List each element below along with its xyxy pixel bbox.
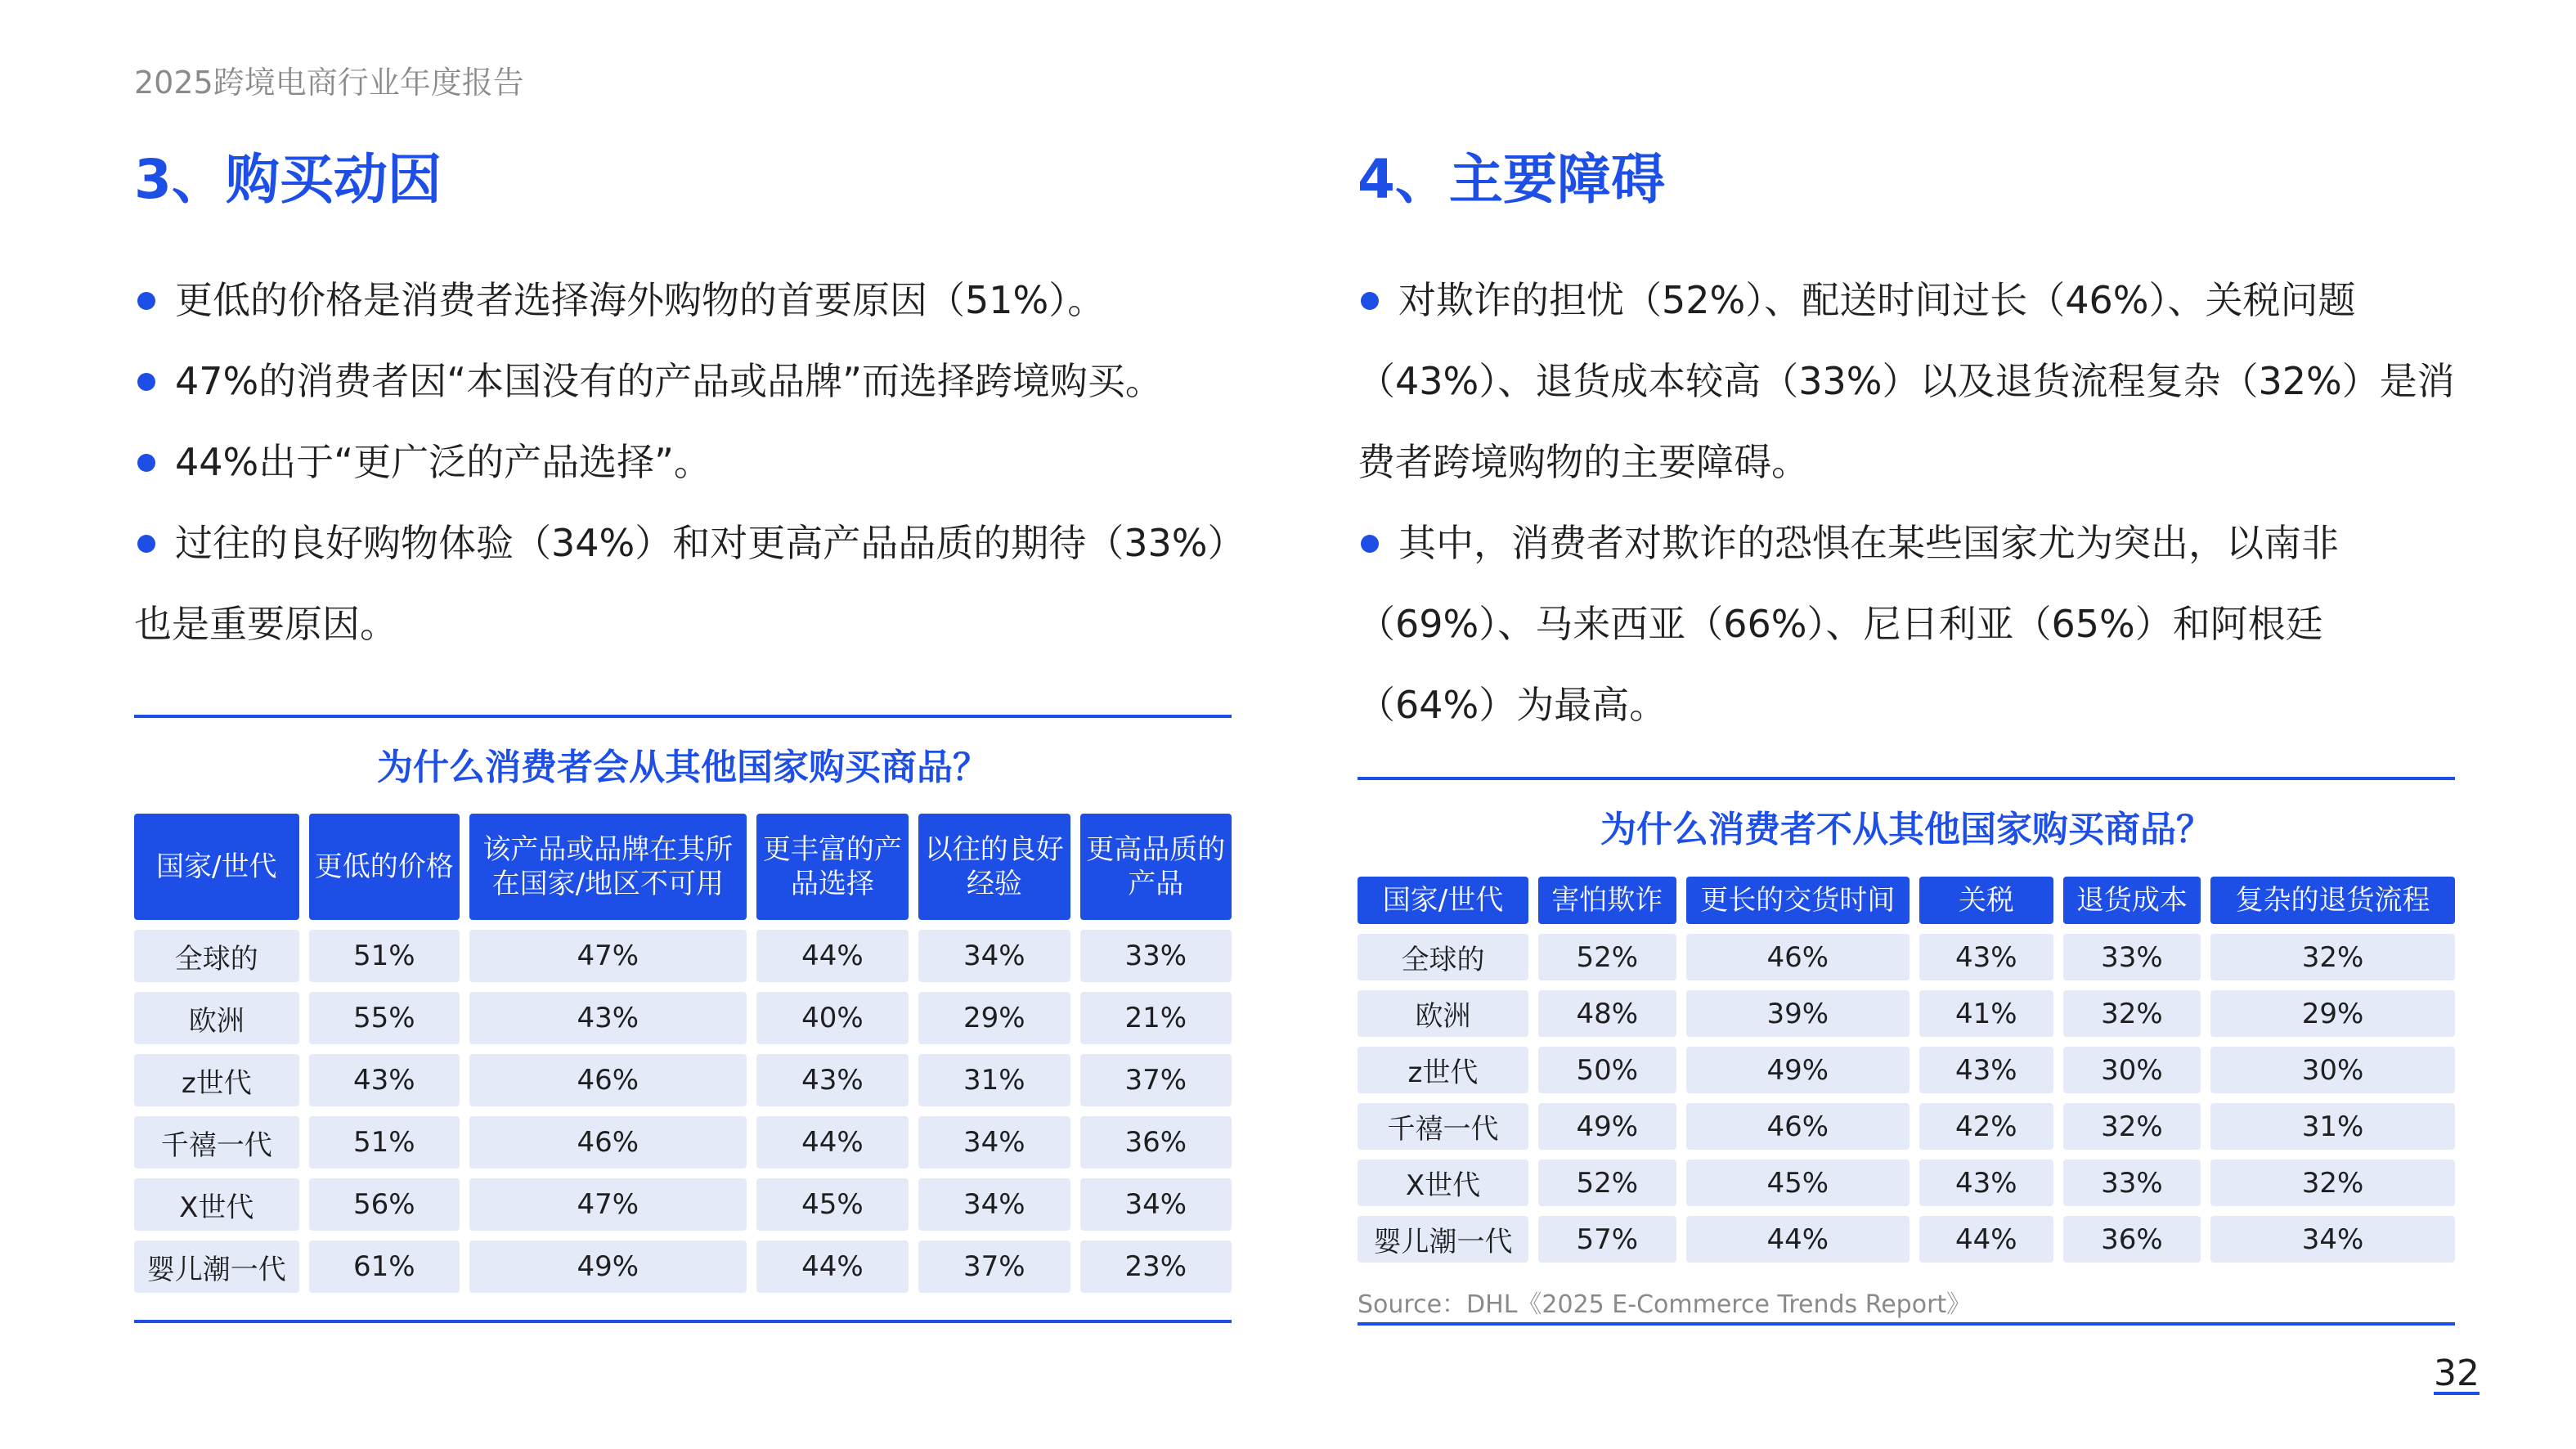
value-cell: 29% (918, 992, 1070, 1044)
value-cell: 57% (1538, 1216, 1676, 1263)
bullet-line (134, 260, 1238, 341)
section-title: 3、购买动因 (134, 148, 442, 211)
value-cell: 50% (1538, 1047, 1676, 1093)
value-cell: 34% (2210, 1216, 2455, 1263)
value-cell: 32% (2063, 1103, 2201, 1150)
bullet-line (1358, 503, 2462, 584)
value-cell: 30% (2210, 1047, 2455, 1093)
bullet-line (1358, 584, 2462, 665)
value-cell: 49% (469, 1240, 747, 1293)
column-header: 更长的交货时间 (1686, 877, 1910, 924)
row-label-cell: 千禧一代 (1358, 1103, 1528, 1150)
column-header: 退货成本 (2063, 877, 2201, 924)
bullet-text: 47%的消费者因“本国没有的产品或品牌”而选择跨境购买。 (175, 359, 1163, 403)
value-cell: 43% (1919, 1160, 2053, 1206)
table-row (1358, 1047, 2455, 1093)
table-header-row (134, 814, 1232, 920)
value-cell: 34% (918, 930, 1070, 982)
bullet-line (1358, 260, 2462, 341)
bullet-line (134, 422, 1238, 503)
row-label-cell: X世代 (1358, 1160, 1528, 1206)
bullet-dot-icon (137, 535, 155, 553)
column-header: 国家/世代 (134, 814, 299, 920)
column-header: 更低的价格 (309, 814, 460, 920)
value-cell: 43% (469, 992, 747, 1044)
bullet-text: 44%出于“更广泛的产品选择”。 (175, 440, 711, 484)
section-title: 4、主要障碍 (1358, 148, 1665, 211)
value-cell: 30% (2063, 1047, 2201, 1093)
table-row (1358, 990, 2455, 1037)
value-cell: 51% (309, 930, 460, 982)
value-cell: 34% (918, 1116, 1070, 1169)
value-cell: 44% (1686, 1216, 1910, 1263)
row-label-cell: X世代 (134, 1178, 299, 1231)
value-cell: 40% (756, 992, 909, 1044)
bullet-text: （64%）为最高。 (1358, 683, 1667, 727)
divider (134, 715, 1232, 718)
bullet-text: 更低的价格是消费者选择海外购物的首要原因（51%）。 (175, 278, 1106, 322)
table-row (134, 992, 1232, 1044)
table-caption: 为什么消费者会从其他国家购买商品？ (377, 747, 989, 788)
bullet-text: 其中，消费者对欺诈的恐惧在某些国家尤为突出，以南非 (1398, 521, 2339, 565)
value-cell: 49% (1686, 1047, 1910, 1093)
bullet-text: 也是重要原因。 (134, 602, 397, 646)
bullet-text: （69%）、马来西亚（66%）、尼日利亚（65%）和阿根廷 (1358, 602, 2323, 646)
value-cell: 31% (918, 1054, 1070, 1106)
bullet-text: 对欺诈的担忧（52%）、配送时间过长（46%）、关税问题 (1398, 278, 2356, 322)
value-cell: 49% (1538, 1103, 1676, 1150)
column-header: 国家/世代 (1358, 877, 1528, 924)
bullet-line (1358, 341, 2462, 422)
value-cell: 34% (918, 1178, 1070, 1231)
table-caption: 为什么消费者不从其他国家购买商品？ (1600, 809, 2212, 850)
bullet-dot-icon (137, 454, 155, 472)
value-cell: 37% (1080, 1054, 1232, 1106)
value-cell: 33% (2063, 1160, 2201, 1206)
value-cell: 32% (2210, 1160, 2455, 1206)
value-cell: 23% (1080, 1240, 1232, 1293)
table-row (134, 1054, 1232, 1106)
value-cell: 32% (2210, 934, 2455, 980)
column-header: 该产品或品牌在其所在国家/地区不可用 (469, 814, 747, 920)
value-cell: 61% (309, 1240, 460, 1293)
table-row (1358, 1160, 2455, 1206)
value-cell: 46% (1686, 934, 1910, 980)
table-row (134, 1178, 1232, 1231)
value-cell: 33% (2063, 934, 2201, 980)
bullet-list (134, 260, 1245, 665)
value-cell: 41% (1919, 990, 2053, 1037)
value-cell: 21% (1080, 992, 1232, 1044)
row-label-cell: 全球的 (134, 930, 299, 982)
bullet-dot-icon (1361, 535, 1379, 553)
value-cell: 44% (756, 1116, 909, 1169)
row-label-cell: z世代 (134, 1054, 299, 1106)
column-header: 更高品质的产品 (1080, 814, 1232, 920)
row-label-cell: 欧洲 (1358, 990, 1528, 1037)
row-label-cell: 婴儿潮一代 (134, 1240, 299, 1293)
value-cell: 46% (469, 1054, 747, 1106)
report-title: 2025跨境电商行业年度报告 (134, 65, 524, 101)
value-cell: 52% (1538, 934, 1676, 980)
bullet-text: 费者跨境购物的主要障碍。 (1358, 440, 1809, 484)
column-header: 复杂的退货流程 (2210, 877, 2455, 924)
table-row (1358, 1216, 2455, 1263)
value-cell: 32% (2063, 990, 2201, 1037)
value-cell: 46% (1686, 1103, 1910, 1150)
table-row (1358, 934, 2455, 980)
table-header-row (1358, 877, 2455, 924)
bullet-line (134, 341, 1238, 422)
bullet-list (1358, 260, 2462, 746)
column-header: 更丰富的产品选择 (756, 814, 909, 920)
row-label-cell: 千禧一代 (134, 1116, 299, 1169)
bullet-line (1358, 422, 2462, 503)
value-cell: 47% (469, 930, 747, 982)
row-label-cell: 全球的 (1358, 934, 1528, 980)
value-cell: 43% (1919, 934, 2053, 980)
section-purchase-motives (134, 139, 1245, 665)
reasons-table (124, 804, 1241, 1303)
divider (134, 1320, 1232, 1323)
column-header: 关税 (1919, 877, 2053, 924)
table-row (134, 930, 1232, 982)
value-cell: 39% (1686, 990, 1910, 1037)
row-label-cell: 欧洲 (134, 992, 299, 1044)
column-header: 以往的良好经验 (918, 814, 1070, 920)
row-label-cell: z世代 (1358, 1047, 1528, 1093)
section-main-barriers (1358, 139, 2462, 746)
value-cell: 36% (1080, 1116, 1232, 1169)
value-cell: 43% (756, 1054, 909, 1106)
bullet-dot-icon (1361, 292, 1379, 310)
divider (1358, 777, 2455, 780)
value-cell: 29% (2210, 990, 2455, 1037)
table-row (134, 1240, 1232, 1293)
value-cell: 44% (756, 930, 909, 982)
value-cell: 47% (469, 1178, 747, 1231)
value-cell: 36% (2063, 1216, 2201, 1263)
value-cell: 37% (918, 1240, 1070, 1293)
value-cell: 55% (309, 992, 460, 1044)
source-note: Source：DHL《2025 E-Commerce Trends Report》 (1358, 1290, 1972, 1319)
bullet-line (134, 503, 1245, 584)
value-cell: 45% (756, 1178, 909, 1231)
value-cell: 44% (756, 1240, 909, 1293)
value-cell: 44% (1919, 1216, 2053, 1263)
value-cell: 52% (1538, 1160, 1676, 1206)
value-cell: 45% (1686, 1160, 1910, 1206)
page-number: 32 (2434, 1353, 2480, 1394)
bullet-text: （43%）、退货成本较高（33%）以及退货流程复杂（32%）是消 (1358, 359, 2455, 403)
value-cell: 42% (1919, 1103, 2053, 1150)
table-row (1358, 1103, 2455, 1150)
bullet-dot-icon (137, 373, 155, 391)
value-cell: 31% (2210, 1103, 2455, 1150)
bullet-line (134, 584, 1238, 665)
value-cell: 56% (309, 1178, 460, 1231)
row-label-cell: 婴儿潮一代 (1358, 1216, 1528, 1263)
value-cell: 51% (309, 1116, 460, 1169)
barriers-table (1348, 867, 2465, 1272)
value-cell: 34% (1080, 1178, 1232, 1231)
value-cell: 43% (1919, 1047, 2053, 1093)
bullet-dot-icon (137, 292, 155, 310)
bullet-line (1358, 665, 2462, 746)
value-cell: 33% (1080, 930, 1232, 982)
table-row (134, 1116, 1232, 1169)
column-header: 害怕欺诈 (1538, 877, 1676, 924)
bullet-text: 过往的良好购物体验（34%）和对更高产品品质的期待（33%） (175, 521, 1245, 565)
divider (1358, 1322, 2455, 1326)
value-cell: 48% (1538, 990, 1676, 1037)
value-cell: 43% (309, 1054, 460, 1106)
value-cell: 46% (469, 1116, 747, 1169)
